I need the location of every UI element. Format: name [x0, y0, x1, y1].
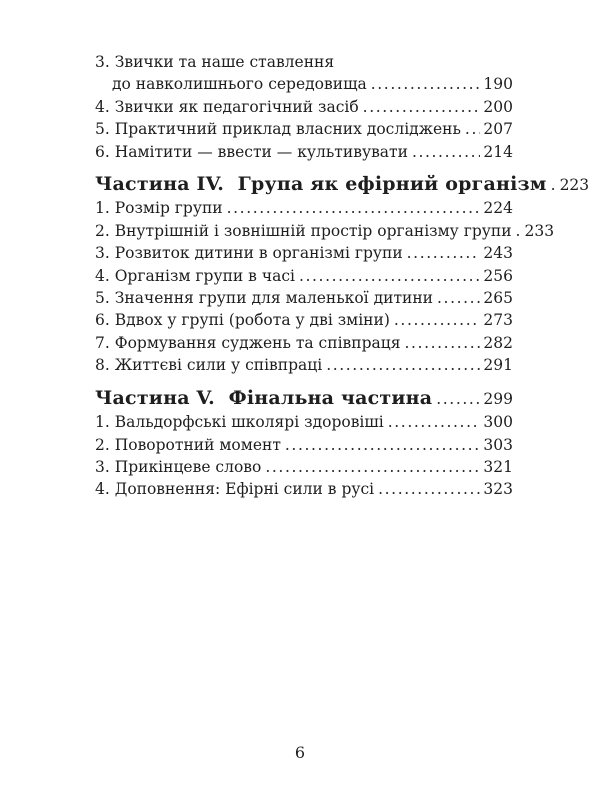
toc-leader-dots	[516, 220, 522, 242]
toc-entry-page: 200	[483, 97, 513, 116]
toc-entry-label: Частина V. Фінальна частина	[95, 386, 433, 409]
toc-entry-page: 300	[483, 413, 513, 432]
toc-entry-label: 6. Вдвох у групі (робота у дві зміни)	[95, 311, 390, 330]
toc-section-heading	[95, 173, 590, 196]
toc-leader-dots	[363, 96, 481, 118]
toc-entry-label: 3. Розвиток дитини в організмі групи	[95, 244, 403, 263]
toc-entry	[95, 242, 513, 264]
toc-leader-dots	[388, 411, 481, 433]
toc-entry-page: 273	[483, 311, 513, 330]
toc-entry	[95, 287, 513, 309]
toc-entry-page: 282	[483, 333, 513, 352]
toc-leader-dots	[465, 118, 480, 140]
toc-entry-label: 6. Намітити — ввести — культивувати	[95, 142, 408, 161]
toc-entry-page: 256	[483, 266, 513, 285]
toc-leader-dots	[551, 174, 557, 196]
toc-leader-dots	[299, 265, 480, 287]
toc-leader-dots	[371, 73, 481, 95]
toc-entry-page: 233	[524, 221, 555, 240]
toc-section-heading	[95, 387, 513, 410]
toc-entry-page: 321	[483, 457, 513, 476]
toc-entry	[95, 354, 513, 376]
toc-entry-label: 4. Доповнення: Ефірні сили в русі	[95, 480, 375, 499]
toc-leader-dots	[227, 197, 481, 219]
toc-entry-page: 223	[559, 176, 590, 195]
toc-entry	[95, 265, 513, 287]
toc-leader-dots	[285, 434, 481, 456]
toc-entry-label: 4. Звички як педагогічний засіб	[95, 97, 359, 116]
toc-entry-page: 190	[483, 75, 513, 94]
toc-entry-label: 4. Організм групи в часі	[95, 266, 295, 285]
toc-entry-page: 207	[483, 120, 513, 139]
toc-leader-dots	[407, 242, 481, 264]
toc-entry	[95, 220, 555, 242]
toc-entry-page: 243	[483, 244, 513, 263]
toc-entry	[95, 309, 513, 331]
toc-entry	[95, 51, 513, 73]
toc-entry-label: 2. Поворотний момент	[95, 435, 281, 454]
toc-list	[95, 51, 590, 501]
toc-entry-label: 7. Формування суджень та співпраця	[95, 333, 401, 352]
toc-entry-label: 3. Прикінцеве слово	[95, 457, 262, 476]
page-number: 6	[294, 743, 306, 762]
toc-entry	[95, 73, 513, 95]
toc-entry	[95, 96, 513, 118]
toc-leader-dots	[412, 141, 480, 163]
toc-entry	[95, 197, 513, 219]
toc-entry-label: до навколишнього середовища	[112, 75, 367, 94]
toc-leader-dots	[394, 309, 481, 331]
toc-leader-dots	[436, 388, 480, 410]
toc-entry-label: 1. Розмір групи	[95, 199, 223, 218]
toc-entry-page: 224	[483, 199, 513, 218]
toc-entry	[95, 434, 513, 456]
toc-leader-dots	[405, 332, 481, 354]
toc-entry-page: 265	[483, 289, 513, 308]
toc-entry	[95, 411, 513, 433]
toc-entry-label: 1. Вальдорфські школярі здоровіші	[95, 413, 384, 432]
toc-leader-dots	[437, 287, 480, 309]
toc-entry-label: 5. Значення групи для маленької дитини	[95, 289, 434, 308]
toc-entry-label: 2. Внутрішній і зовнішній простір організму групи	[95, 221, 512, 240]
toc-entry-page: 303	[483, 435, 513, 454]
toc-entry-page: 291	[483, 356, 513, 375]
toc-entry	[95, 478, 513, 500]
toc-entry-label: 3. Звички та наше ставлення	[95, 53, 335, 71]
toc-entry	[95, 332, 513, 354]
toc-entry	[95, 118, 513, 140]
toc-entry	[95, 141, 513, 163]
toc-entry-label: 5. Практичний приклад власних досліджень	[95, 120, 461, 139]
toc-leader-dots	[326, 354, 480, 376]
toc-leader-dots	[265, 456, 480, 478]
toc-leader-dots	[378, 478, 480, 500]
toc-entry-page: 323	[483, 480, 513, 499]
toc-entry	[95, 456, 513, 478]
toc-entry-label: Частина IV. Група як ефірний організм	[95, 173, 547, 196]
toc-entry-label: 8. Життєві сили у співпраці	[95, 356, 323, 375]
toc-entry-page: 214	[483, 142, 513, 161]
toc-entry-page: 299	[483, 389, 513, 408]
